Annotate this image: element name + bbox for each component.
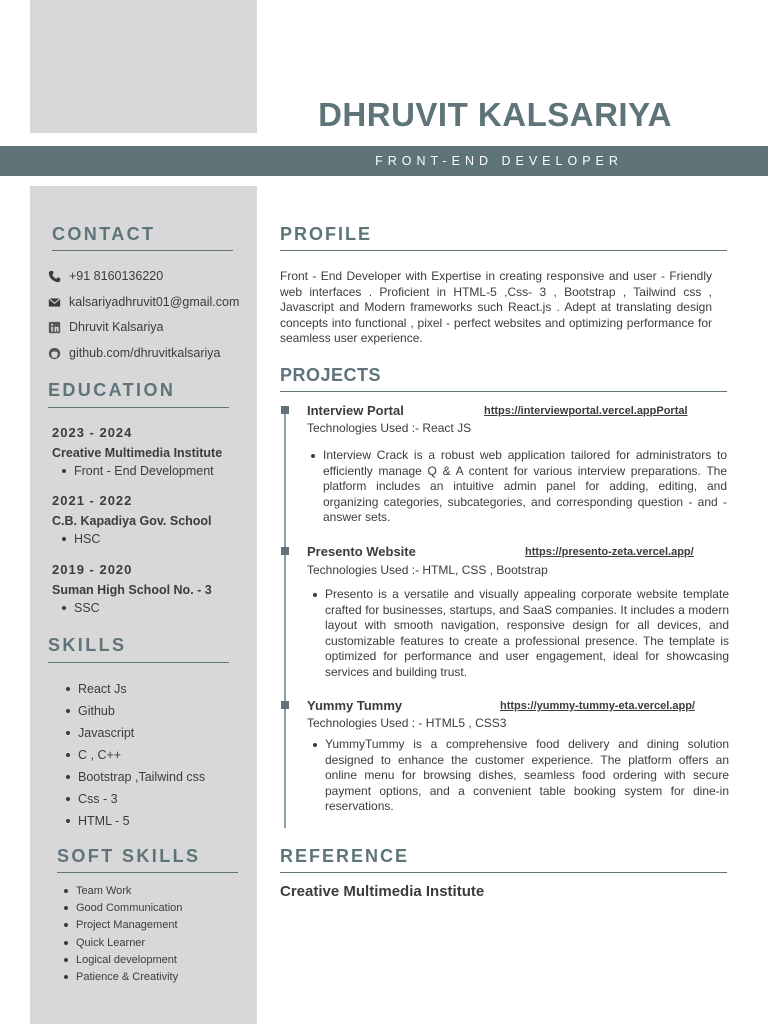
- project-description: [325, 587, 729, 681]
- timeline-marker: [281, 406, 289, 414]
- contact-phone[interactable]: [48, 269, 163, 283]
- list-item: [64, 917, 182, 934]
- mail-icon: [48, 296, 61, 309]
- profile-heading: PROFILE: [280, 224, 373, 244]
- project-description-text: Presento is a versatile and visually appealing corporate website template crafted for businesses, startups, and SaaS companies. It includes a modern layout with smooth navigation, responsive design for all devices, and customizable features to create a professional presence. The template is optimized for performance and user engagement, ideal for showcasing services and building trust.: [325, 587, 729, 679]
- bullet-icon: [64, 906, 68, 910]
- list-item: [64, 899, 182, 916]
- project-link[interactable]: https://yummy-tummy-eta.vercel.app/: [500, 700, 695, 712]
- skill-text: C , C++: [78, 748, 122, 762]
- education-degree: [62, 532, 252, 546]
- contact-heading: CONTACT: [52, 224, 156, 244]
- list-item: [64, 934, 182, 951]
- education-years: 2019 - 2020: [52, 562, 133, 577]
- bullet-icon: [66, 731, 70, 735]
- list-item: [66, 744, 205, 766]
- education-degree: [62, 464, 252, 478]
- education-school: Creative Multimedia Institute: [52, 446, 223, 460]
- bullet-icon: [66, 687, 70, 691]
- github-text: github.com/dhruvitkalsariya: [69, 346, 221, 360]
- bullet-icon: [313, 743, 317, 747]
- linkedin-text: Dhruvit Kalsariya: [69, 320, 164, 334]
- bullet-icon: [311, 454, 315, 458]
- bullet-icon: [66, 753, 70, 757]
- education-heading: EDUCATION: [48, 380, 176, 400]
- projects-timeline: [284, 410, 286, 828]
- bullet-icon: [66, 775, 70, 779]
- list-item: [64, 968, 182, 985]
- bullet-icon: [64, 958, 68, 962]
- project-description: [323, 448, 727, 526]
- project-tech: Technologies Used :- HTML, CSS , Bootstrap: [307, 563, 548, 577]
- education-years: 2023 - 2024: [52, 425, 133, 440]
- linkedin-icon: [48, 321, 61, 334]
- contact-divider: [52, 250, 233, 251]
- projects-heading: PROJECTS: [280, 365, 382, 385]
- bullet-icon: [66, 709, 70, 713]
- bullet-icon: [62, 469, 66, 473]
- candidate-name: DHRUVIT KALSARIYA: [318, 96, 672, 133]
- education-school: Suman High School No. - 3: [52, 583, 212, 597]
- skill-text: Github: [78, 704, 115, 718]
- project-link[interactable]: https://presento-zeta.vercel.app/: [525, 546, 694, 558]
- project-description-text: YummyTummy is a comprehensive food delivery and dining solution designed to enhance the customer experience. The platform offers an online menu for browsing dishes, seamless food ordering with secure payment options, and a convenient table booking system for dine-in reservations.: [325, 737, 729, 814]
- skills-list: [66, 678, 205, 832]
- soft-skill-text: Project Management: [76, 919, 178, 932]
- bullet-icon: [66, 797, 70, 801]
- reference-divider: [280, 872, 727, 873]
- phone-icon: [48, 270, 61, 283]
- project-tech: Technologies Used : - HTML5 , CSS3: [307, 716, 507, 730]
- soft-skills-divider: [57, 872, 238, 873]
- education-item: [52, 425, 252, 478]
- list-item: [66, 678, 205, 700]
- photo-placeholder: [30, 0, 257, 133]
- reference-name: Creative Multimedia Institute: [280, 883, 485, 900]
- role-title: FRONT-END DEVELOPER: [375, 154, 623, 168]
- education-degree: [62, 601, 252, 615]
- soft-skill-text: Good Communication: [76, 901, 183, 914]
- skill-text: Javascript: [78, 726, 135, 740]
- contact-linkedin[interactable]: [48, 320, 163, 334]
- list-item: [66, 788, 205, 810]
- skill-text: Bootstrap ,Tailwind css: [78, 770, 206, 784]
- skill-text: React Js: [78, 682, 127, 696]
- contact-github[interactable]: [48, 346, 220, 360]
- list-item: [66, 722, 205, 744]
- role-band: [0, 146, 768, 176]
- bullet-icon: [64, 889, 68, 893]
- list-item: [66, 766, 205, 788]
- phone-text: +91 8160136220: [69, 269, 164, 283]
- soft-skill-text: Quick Learner: [76, 936, 146, 949]
- timeline-marker: [281, 701, 289, 709]
- bullet-icon: [64, 975, 68, 979]
- contact-email[interactable]: [48, 295, 239, 309]
- bullet-icon: [66, 819, 70, 823]
- project-title: Interview Portal: [307, 403, 404, 418]
- project-link[interactable]: https://interviewportal.vercel.appPortal: [484, 405, 688, 417]
- project-description-text: Interview Crack is a robust web application tailored for administrators to efficiently manage Q & A content for various interview preparations. The platform includes an intuitive admin panel for adding, editing, and organizing categories, subcategories, and corresponding question - and - answer sets.: [323, 448, 727, 525]
- education-years: 2021 - 2022: [52, 493, 133, 508]
- list-item: [64, 882, 182, 899]
- skills-divider: [48, 662, 229, 663]
- list-item: [66, 700, 205, 722]
- education-degree-text: SSC: [74, 601, 100, 615]
- projects-divider: [280, 391, 727, 392]
- soft-skills-heading: SOFT SKILLS: [57, 846, 201, 866]
- github-icon: [48, 347, 61, 360]
- education-degree-text: Front - End Development: [74, 464, 214, 478]
- skills-heading: SKILLS: [48, 635, 127, 655]
- project-title: Yummy Tummy: [307, 698, 403, 713]
- bullet-icon: [62, 606, 66, 610]
- education-item: [52, 562, 252, 615]
- education-degree-text: HSC: [74, 532, 101, 546]
- email-text: kalsariyadhruvit01@gmail.com: [69, 295, 240, 309]
- soft-skills-list: [64, 882, 182, 986]
- bullet-icon: [64, 941, 68, 945]
- profile-divider: [280, 250, 727, 251]
- timeline-marker: [281, 547, 289, 555]
- soft-skill-text: Patience & Creativity: [76, 971, 179, 984]
- education-school: C.B. Kapadiya Gov. School: [52, 514, 212, 528]
- project-tech: Technologies Used :- React JS: [307, 421, 472, 435]
- bullet-icon: [62, 537, 66, 541]
- bullet-icon: [64, 923, 68, 927]
- list-item: [64, 951, 182, 968]
- project-description: [325, 737, 729, 815]
- soft-skill-text: Team Work: [76, 884, 132, 897]
- skill-text: HTML - 5: [78, 814, 130, 828]
- soft-skill-text: Logical development: [76, 953, 177, 966]
- skill-text: Css - 3: [78, 792, 118, 806]
- education-item: [52, 493, 252, 546]
- education-divider: [48, 407, 229, 408]
- project-title: Presento Website: [307, 544, 416, 559]
- list-item: [66, 810, 205, 832]
- reference-heading: REFERENCE: [280, 846, 410, 866]
- profile-summary: Front - End Developer with Expertise in creating responsive and user - Friendly web interfaces . Proficient in HTML-5 ,Css- 3 , Bootstrap , Tailwind css , Javascript and Modern frameworks such React.js . Adept at translating design concepts into functional , pixel - perfect websites and optimizing performance for seamless user experience.: [280, 269, 712, 346]
- bullet-icon: [313, 593, 317, 597]
